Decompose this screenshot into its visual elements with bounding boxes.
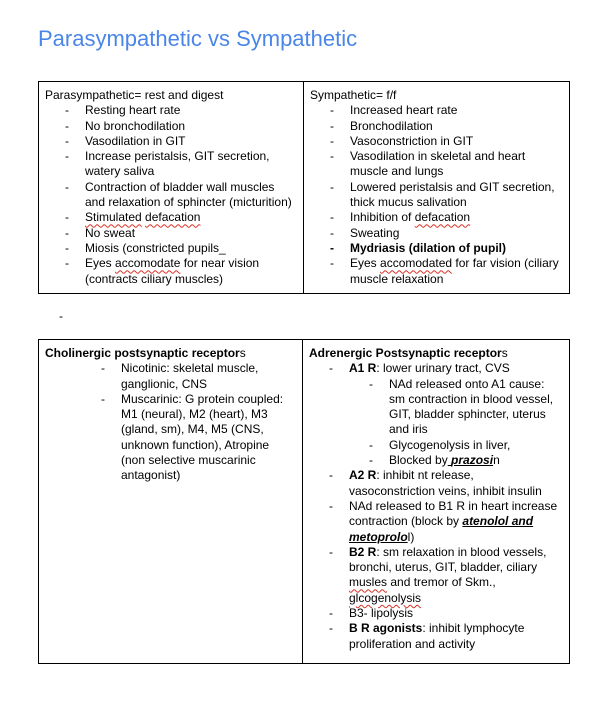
list-item: - Vasoconstriction in GIT — [310, 134, 563, 149]
adrenergic-cell — [303, 340, 570, 664]
sympathetic-cell — [304, 82, 570, 294]
parasympathetic-cell — [39, 82, 304, 294]
list-item: - Eyes accomodate for near vision (contracts ciliary muscles) — [45, 256, 297, 287]
list-item: - Miosis (constricted pupils_ — [45, 241, 297, 256]
parasympathetic-heading: Parasympathetic= rest and digest — [45, 88, 224, 102]
list-item: - Lowered peristalsis and GIT secretion, thick mucus salivation — [310, 180, 563, 211]
misspelled-word[interactable]: Stimulated — [85, 210, 142, 225]
list-item: - Vasodilation in GIT — [45, 134, 297, 149]
list-item: - No sweat — [45, 226, 297, 241]
adrenergic-list — [309, 361, 563, 652]
sympathetic-list — [310, 103, 563, 287]
cholinergic-list — [45, 361, 296, 483]
cholinergic-cell — [39, 340, 303, 664]
list-item: - Blocked by prazosin — [349, 453, 563, 468]
list-item-b2: - B2 R: sm relaxation in blood vessels, bronchi, uterus, GIT, bladder, ciliary musles and tremor of Skm., glcogenolysis — [309, 545, 563, 606]
drug-name: prazosi — [451, 453, 494, 468]
page-title: Parasympathetic vs Sympathetic — [38, 26, 358, 51]
list-item: - No bronchodilation — [45, 119, 297, 134]
list-item: - NAd released onto A1 cause: sm contraction in blood vessel, GIT, bladder sphincter, uterus and iris — [349, 377, 563, 438]
list-item: - Nicotinic: skeletal muscle, ganglionic, CNS — [45, 361, 296, 392]
list-item: - Increased heart rate — [310, 103, 563, 118]
misspelled-word[interactable]: defacation — [414, 210, 471, 225]
cholinergic-heading: Cholinergic postsynaptic receptors — [45, 346, 246, 360]
misspelled-word[interactable]: accomodated — [380, 256, 453, 271]
autonomic-comparison-table — [38, 81, 570, 294]
list-item: - Eyes accomodated for far vision (ciliary muscle relaxation — [310, 256, 563, 287]
list-item: - Sweating — [310, 226, 563, 241]
list-item: - Bronchodilation — [310, 119, 563, 134]
parasympathetic-list — [45, 103, 297, 287]
list-item-a1: - A1 R: lower urinary tract, CVS - NAd released onto A1 cause: sm contraction in blood vessel, GIT, bladder sphincter, uterus and iris - Glycogenolysis in liver, - Blocked by prazosin — [309, 361, 563, 468]
list-item-bold: - Mydriasis (dilation of pupil) — [310, 241, 563, 256]
list-item: - Muscarinic: G protein coupled: M1 (neural), M2 (heart), M3 (gland, sm), M4, M5 (CNS, unknown function), Atropine (non selective muscarinic antagonist) — [45, 392, 296, 484]
adrenergic-heading: Adrenergic Postsynaptic receptors — [309, 346, 508, 360]
stray-dash: - — [59, 309, 63, 323]
sympathetic-heading: Sympathetic= f/f — [310, 88, 397, 102]
list-item: - Inhibition of defacation — [310, 210, 563, 225]
a1-sublist — [349, 377, 563, 469]
misspelled-word[interactable]: accomodate — [115, 256, 181, 271]
list-item — [45, 210, 297, 225]
misspelled-word[interactable]: musles — [349, 575, 388, 590]
list-item: - Increase peristalsis, GIT secretion, watery saliva — [45, 149, 297, 180]
drug-name: atenolol and metoprolo — [349, 514, 534, 544]
misspelled-word[interactable]: glcogenolysis — [349, 590, 422, 605]
list-item: - Vasodilation in skeletal and heart muscle and lungs — [310, 149, 563, 180]
list-item-a2: - A2 R: inhibit nt release, vasoconstriction veins, inhibit insulin — [309, 468, 563, 499]
list-item-b3: - B3- lipolysis — [309, 606, 563, 621]
list-item-b1: - NAd released to B1 R in heart increase contraction (block by atenolol and metoprolol) — [309, 499, 563, 545]
list-item: - Glycogenolysis in liver, — [349, 438, 563, 453]
list-item: - Resting heart rate — [45, 103, 297, 118]
list-item-b-agonists: - B R agonists: inhibit lymphocyte proliferation and activity — [309, 621, 563, 652]
misspelled-word[interactable]: defacation — [145, 210, 201, 225]
receptors-table — [38, 339, 570, 664]
list-item: - Contraction of bladder wall muscles and relaxation of sphincter (micturition) — [45, 180, 297, 211]
